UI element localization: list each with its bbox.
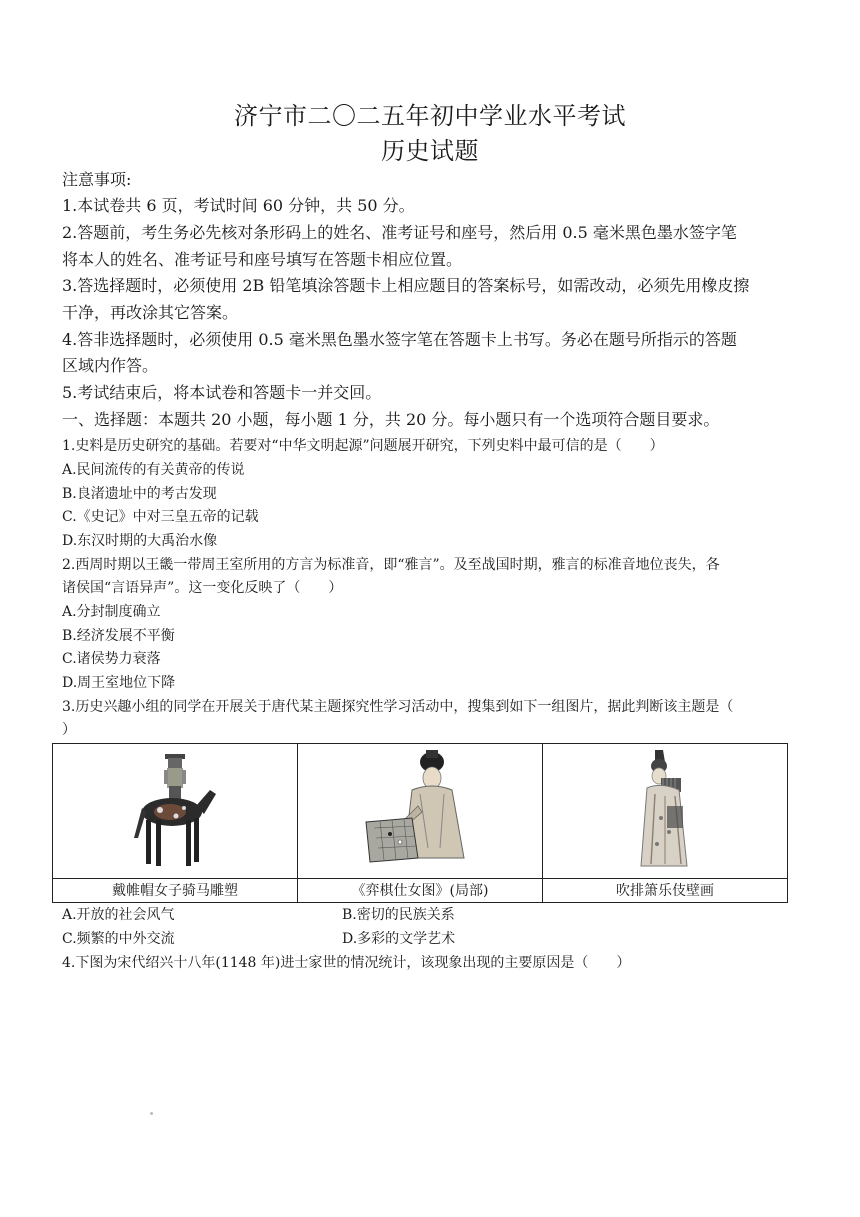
image-cell — [543, 744, 787, 878]
question-2-option-d: D.周王室地位下降 — [62, 675, 176, 691]
question-3-stem-line2: ） — [62, 722, 76, 738]
image-table — [52, 743, 788, 903]
exam-title: 济宁市二〇二五年初中学业水平考试 — [234, 102, 626, 130]
note-line: 3.答选择题时，必须使用 2B 铅笔填涂答题卡上相应题目的答案标号，如需改动，必须先用橡皮擦 — [62, 276, 750, 295]
question-1-stem: 1.史料是历史研究的基础。若要对“中华文明起源”问题展开研究，下列史料中最可信的是（ ） — [62, 438, 664, 454]
scan-speck — [150, 1112, 153, 1115]
question-4-stem: 4.下图为宋代绍兴十八年(1148 年)进士家世的情况统计，该现象出现的主要原因是（ ） — [62, 955, 631, 971]
note-line: 5.考试结束后，将本试卷和答题卡一并交回。 — [62, 383, 382, 402]
question-1-option-c: C.《史记》中对三皇五帝的记载 — [62, 509, 259, 525]
chess-lady-painting-image — [360, 748, 480, 872]
section-heading: 一、选择题：本题共 20 小题，每小题 1 分，共 20 分。每小题只有一个选项符合题目要求。 — [62, 410, 720, 429]
note-line: 将本人的姓名、准考证号和座号填写在答题卡相应位置。 — [62, 250, 463, 269]
note-line: 干净，再改涂其它答案。 — [62, 303, 239, 322]
image-caption: 戴帷帽女子骑马雕塑 — [53, 878, 298, 903]
note-line: 区域内作答。 — [62, 356, 159, 375]
question-3-option-d: D.多彩的文学艺术 — [342, 931, 456, 947]
image-caption: 《弈棋仕女图》(局部) — [298, 878, 543, 903]
question-2-stem-line1: 2.西周时期以王畿一带周王室所用的方言为标准音，即“雅言”。及至战国时期，雅言的标准音地位丧失，各 — [62, 557, 720, 573]
question-2-option-c: C.诸侯势力衰落 — [62, 651, 161, 667]
question-2-option-a: A.分封制度确立 — [62, 604, 161, 620]
image-cell — [53, 744, 298, 878]
exam-subtitle: 历史试题 — [381, 137, 479, 165]
question-3-option-b: B.密切的民族关系 — [342, 907, 455, 923]
question-2-option-b: B.经济发展不平衡 — [62, 628, 175, 644]
note-line: 4.答非选择题时，必须使用 0.5 毫米黑色墨水签字笔在答题卡上书写。务必在题号所指示的答题 — [62, 330, 737, 349]
note-line: 2.答题前，考生务必先核对条形码上的姓名、准考证号和座号，然后用 0.5 毫米黑色墨水签字笔 — [62, 223, 737, 242]
question-3-stem-line1: 3.历史兴趣小组的同学在开展关于唐代某主题探究性学习活动中，搜集到如下一组图片，据此判断该主题是（ — [62, 699, 734, 715]
question-3-option-c: C.频繁的中外交流 — [62, 931, 175, 947]
question-2-stem-line2: 诸侯国“言语异声”。这一变化反映了（ ） — [62, 580, 343, 596]
question-3-option-a: A.开放的社会风气 — [62, 907, 175, 923]
panpipe-musician-mural-image — [625, 748, 705, 872]
image-caption: 吹排箫乐伎壁画 — [543, 878, 787, 903]
notes-heading: 注意事项: — [62, 170, 132, 189]
question-1-option-b: B.良渚遗址中的考古发现 — [62, 486, 217, 502]
image-cell — [298, 744, 543, 878]
note-line: 1.本试卷共 6 页，考试时间 60 分钟，共 50 分。 — [62, 196, 415, 215]
horse-rider-sculpture-image — [130, 748, 220, 872]
question-1-option-d: D.东汉时期的大禹治水像 — [62, 533, 218, 549]
question-1-option-a: A.民间流传的有关黄帝的传说 — [62, 462, 245, 478]
